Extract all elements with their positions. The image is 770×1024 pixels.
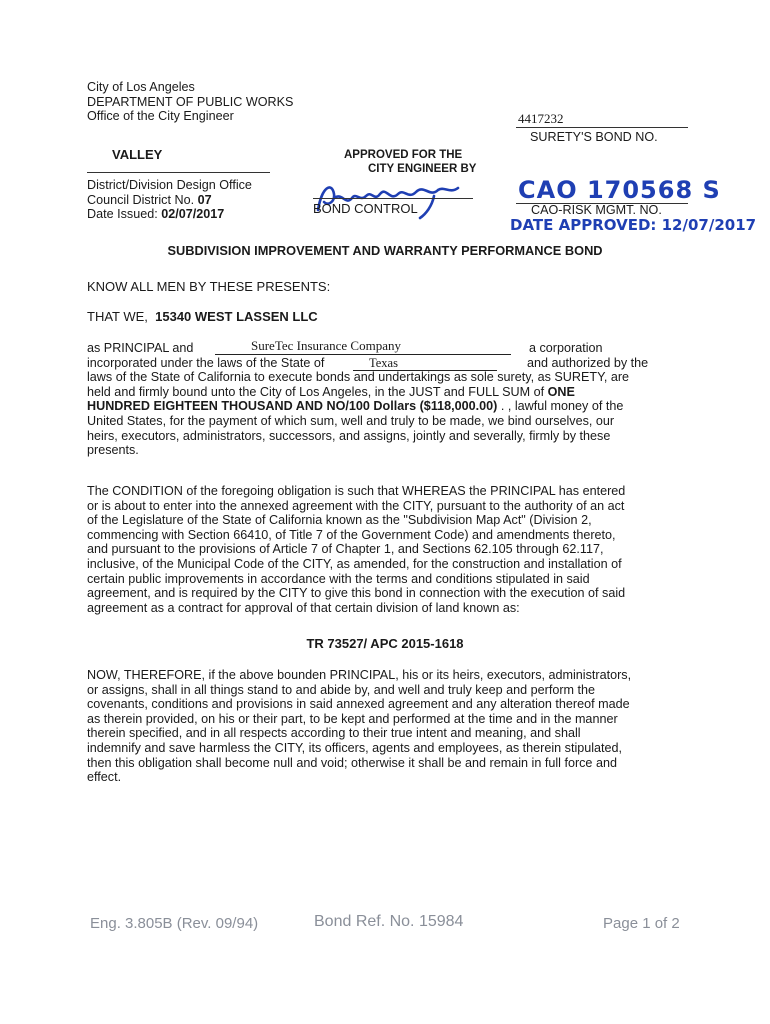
tract-number: TR 73527/ APC 2015-1618 xyxy=(306,636,464,651)
bond-paragraph: as PRINCIPAL and SureTec Insurance Company a corporation incorporated under the laws of the State of Texas and authorized by the laws of the State of California to execute bonds and undertakings as sole surety, as SURETY, are held and firmly bound unto the City of Los Angeles, in the JUST and FULL SUM of ONE HUNDRED EIGHTEEN THOUSAND AND NO/100 Dollars ($118,000.00) . , lawful money of the United States, for the payment of which sum, well and truly to be made, we bind ourselves, our heirs, executors, administrators, successors, and assigns, jointly and severally, firmly by these presents. xyxy=(87,341,687,458)
region-underline xyxy=(87,172,270,173)
bond-number-underline xyxy=(516,127,688,128)
office-name: Office of the City Engineer xyxy=(87,109,234,123)
council-district: Council District No. 07 xyxy=(87,192,212,207)
region-label: VALLEY xyxy=(112,147,163,162)
principal-surety-line: as PRINCIPAL and SureTec Insurance Company a corporation xyxy=(87,338,603,355)
condition-paragraph: The CONDITION of the foregoing obligation is such that WHEREAS the PRINCIPAL has entered or is about to enter into the annexed agreement with the CITY, pursuant to the authority of an act of the Legislature of the State of California known as the "Subdivision Map Act" (Division 2, commencing with Section 66410, of Title 7 of the Government Code) and amendments thereto, and pursuant to the provisions of Article 7 of Chapter 1, and Sections 62.105 through 62.117, inclusive, of the Municipal Code of the CITY, as amended, for the construction and installation of certain public improvements in accordance with the terms and conditions stipulated in said agreement, and is required by the CITY to give this bond in connection with the execution of said agreement as a contract for approval of that certain division of land known as: xyxy=(87,484,626,615)
form-number: Eng. 3.805B (Rev. 09/94) xyxy=(90,915,259,932)
page-number: Page 1 of 2 xyxy=(603,915,680,932)
that-we-line: THAT WE, 15340 WEST LASSEN LLC xyxy=(87,309,318,324)
cao-label: CAO-RISK MGMT. NO. xyxy=(531,203,662,217)
department-name: DEPARTMENT OF PUBLIC WORKS xyxy=(87,94,294,109)
now-therefore-paragraph: NOW, THEREFORE, if the above bounden PRINCIPAL, his or its heirs, executors, administrators, or assigns, shall in all things stand to and abide by, and well and truly keep and perform the covenants, conditions and provisions in said annexed agreement and any alteration thereof made as therein provided, on his or their part, to be kept and performed at the time and in the manner therein specified, and in all respects according to their true intent and meaning, and shall indemnify and save harmless the CITY, its officers, agents and employees, as therein stipulated, then this obligation shall become null and void; otherwise it shall be and remain in full force and effect. xyxy=(87,668,632,785)
approval-underline xyxy=(313,198,473,199)
bond-reference: Bond Ref. No. 15984 xyxy=(314,913,464,930)
date-issued: Date Issued: 02/07/2017 xyxy=(87,207,225,221)
surety-name-field: SureTec Insurance Company xyxy=(215,339,511,355)
principal-name: 15340 WEST LASSEN LLC xyxy=(155,309,318,324)
document-title: SUBDIVISION IMPROVEMENT AND WARRANTY PERFORMANCE BOND xyxy=(167,243,603,258)
cao-number: CAO 170568 S xyxy=(518,176,721,204)
know-all-men: KNOW ALL MEN BY THESE PRESENTS: xyxy=(87,279,331,294)
bond-control-label: BOND CONTROL xyxy=(313,201,418,216)
district-office: District/Division Design Office xyxy=(87,178,252,192)
approval-line2: CITY ENGINEER BY xyxy=(368,163,477,175)
surety-bond-number: 4417232 xyxy=(518,111,564,126)
incorporated-line: incorporated under the laws of the State of Texas and authorized by the xyxy=(87,355,649,370)
state-field: Texas xyxy=(353,357,497,371)
district-block xyxy=(87,178,252,222)
header-block xyxy=(87,80,293,124)
approval-line1: APPROVED FOR THE xyxy=(344,149,463,161)
date-approved: DATE APPROVED: 12/07/2017 xyxy=(510,216,757,234)
city-name: City of Los Angeles xyxy=(87,80,195,94)
surety-bond-number-label: SURETY'S BOND NO. xyxy=(530,130,658,144)
